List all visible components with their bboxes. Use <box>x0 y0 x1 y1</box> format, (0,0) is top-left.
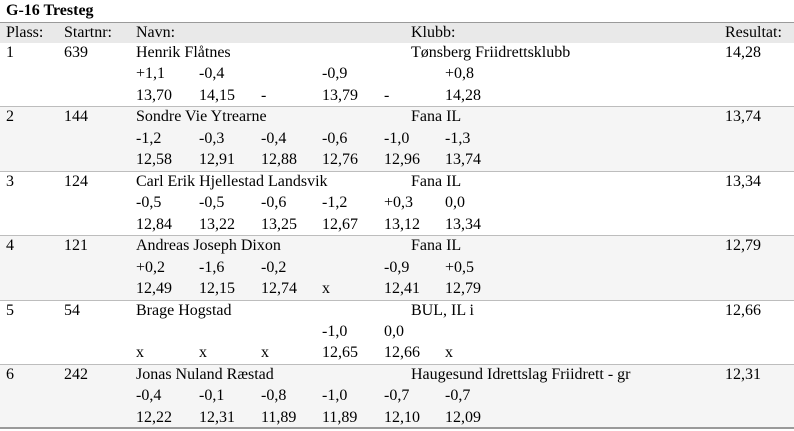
page-title: G-16 Tresteg <box>6 2 94 19</box>
athlete-name: Brage Hogstad <box>136 301 232 319</box>
athlete-startnr: 144 <box>64 108 88 126</box>
wind-reading: -0,9 <box>384 258 410 276</box>
header-club: Klubb: <box>411 24 456 41</box>
attempt-result: - <box>261 86 267 104</box>
attempt-result: 12,84 <box>136 215 172 233</box>
attempt-result: 12,91 <box>199 151 235 169</box>
attempt-result: 13,22 <box>199 215 235 233</box>
table-row <box>0 365 794 428</box>
athlete-startnr: 124 <box>64 172 88 190</box>
wind-reading: -1,2 <box>136 129 162 147</box>
attempt-result: - <box>384 86 390 104</box>
wind-reading: -0,9 <box>322 65 348 83</box>
attempt-result: 13,12 <box>384 215 420 233</box>
table-row <box>0 236 794 299</box>
table-row <box>0 301 794 364</box>
wind-reading: -1,6 <box>199 258 225 276</box>
athlete-name: Carl Erik Hjellestad Landsvik <box>136 172 328 190</box>
table-bottom-border <box>0 427 794 429</box>
wind-reading: 0,0 <box>384 322 404 340</box>
attempt-result: 12,66 <box>384 344 420 362</box>
attempt-result: 12,67 <box>322 215 358 233</box>
attempt-result: 14,15 <box>199 86 235 104</box>
athlete-result: 14,28 <box>725 44 761 61</box>
wind-reading: -0,1 <box>199 387 225 405</box>
attempt-result: 12,09 <box>445 408 481 426</box>
athlete-club: BUL, IL i <box>411 301 474 319</box>
wind-reading: -0,5 <box>199 194 225 212</box>
wind-reading: -0,6 <box>261 194 287 212</box>
attempt-result: 14,28 <box>445 86 481 104</box>
wind-reading: -0,7 <box>384 387 410 405</box>
table-row <box>0 43 794 106</box>
header-startnr: Startnr: <box>64 24 112 41</box>
athlete-name: Andreas Joseph Dixon <box>136 237 281 255</box>
table-row <box>0 107 794 170</box>
athlete-name: Henrik Flåtnes <box>136 44 231 61</box>
wind-reading: 0,0 <box>445 194 465 212</box>
wind-reading: -0,5 <box>136 194 162 212</box>
athlete-result: 12,79 <box>725 237 761 255</box>
athlete-club: Haugesund Idrettslag Friidrett - gr <box>411 366 631 383</box>
attempt-result: 12,10 <box>384 408 420 426</box>
athlete-place: 4 <box>6 237 14 255</box>
athlete-name: Jonas Nuland Ræstad <box>136 366 274 383</box>
wind-reading: -0,4 <box>199 65 225 83</box>
wind-reading: -0,7 <box>445 387 471 405</box>
header-place: Plass: <box>6 24 44 41</box>
attempt-result: 13,25 <box>261 215 297 233</box>
athlete-place: 6 <box>6 366 14 383</box>
athlete-name: Sondre Vie Ytrearne <box>136 108 267 126</box>
wind-reading: -1,0 <box>384 129 410 147</box>
wind-reading: -1,0 <box>322 322 348 340</box>
attempt-result: 12,96 <box>384 151 420 169</box>
wind-reading: -0,4 <box>261 129 287 147</box>
athlete-place: 2 <box>6 108 14 126</box>
attempt-result: x <box>136 344 144 362</box>
attempt-result: 12,49 <box>136 279 172 297</box>
attempt-result: 12,65 <box>322 344 358 362</box>
attempt-result: 12,58 <box>136 151 172 169</box>
header-name: Navn: <box>136 24 176 41</box>
attempt-result: 12,31 <box>199 408 235 426</box>
attempt-result: x <box>322 279 330 297</box>
attempt-result: 11,89 <box>322 408 358 426</box>
athlete-result: 12,66 <box>725 301 761 319</box>
attempt-result: 12,74 <box>261 279 297 297</box>
attempt-result: 12,88 <box>261 151 297 169</box>
wind-reading: +0,3 <box>384 194 414 212</box>
athlete-result: 12,31 <box>725 366 761 383</box>
athlete-result: 13,34 <box>725 172 761 190</box>
attempt-result: x <box>199 344 207 362</box>
athlete-club: Fana IL <box>411 108 462 126</box>
attempt-result: 12,22 <box>136 408 172 426</box>
attempt-result: 13,70 <box>136 86 172 104</box>
athlete-startnr: 639 <box>64 44 88 61</box>
wind-reading: -1,0 <box>322 387 348 405</box>
athlete-club: Fana IL <box>411 237 462 255</box>
header-result: Resultat: <box>725 24 782 41</box>
attempt-result: 12,41 <box>384 279 420 297</box>
athlete-club: Fana IL <box>411 172 462 190</box>
table-row <box>0 172 794 235</box>
athlete-club: Tønsberg Friidrettsklubb <box>411 44 571 61</box>
attempt-result: 13,74 <box>445 151 481 169</box>
athlete-startnr: 242 <box>64 366 88 383</box>
athlete-result: 13,74 <box>725 108 761 126</box>
athlete-startnr: 54 <box>64 301 80 319</box>
wind-reading: -1,2 <box>322 194 348 212</box>
wind-reading: -0,4 <box>136 387 162 405</box>
wind-reading: +1,1 <box>136 65 166 83</box>
wind-reading: -0,6 <box>322 129 348 147</box>
wind-reading: -1,3 <box>445 129 471 147</box>
wind-reading: +0,5 <box>445 258 475 276</box>
athlete-place: 3 <box>6 172 14 190</box>
attempt-result: 13,79 <box>322 86 358 104</box>
attempt-result: 12,79 <box>445 279 481 297</box>
wind-reading: +0,2 <box>136 258 166 276</box>
athlete-place: 1 <box>6 44 14 61</box>
attempt-result: 12,15 <box>199 279 235 297</box>
attempt-result: x <box>445 344 453 362</box>
attempt-result: 11,89 <box>261 408 297 426</box>
table-header <box>0 22 794 43</box>
attempt-result: 13,34 <box>445 215 481 233</box>
wind-reading: +0,8 <box>445 65 475 83</box>
attempt-result: x <box>261 344 269 362</box>
athlete-startnr: 121 <box>64 237 88 255</box>
wind-reading: -0,2 <box>261 258 287 276</box>
athlete-place: 5 <box>6 301 14 319</box>
wind-reading: -0,8 <box>261 387 287 405</box>
attempt-result: 12,76 <box>322 151 358 169</box>
wind-reading: -0,3 <box>199 129 225 147</box>
